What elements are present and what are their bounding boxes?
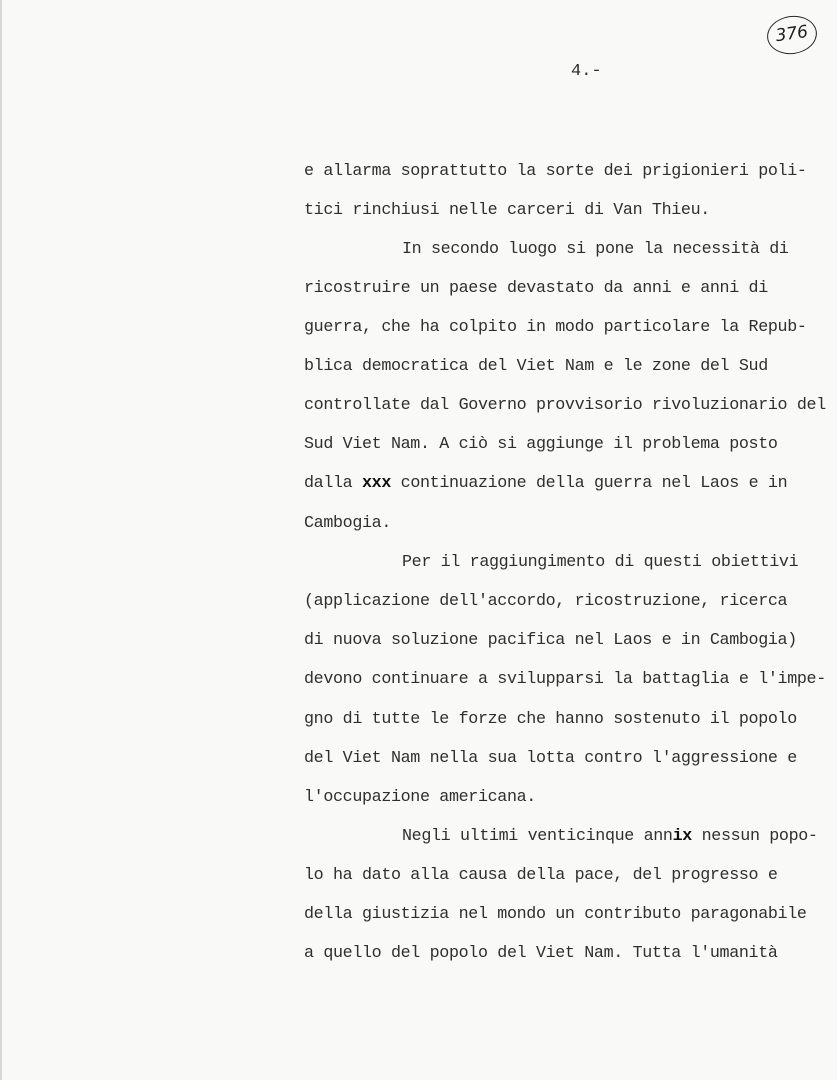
text-segment: continuazione della guerra nel Laos e in [391,474,788,493]
page-number: 4.- [571,62,602,81]
text-line-2: tici rinchiusi nelle carceri di Van Thieu. [304,201,710,220]
text-line-1: e allarma soprattutto la sorte dei prigionieri poli- [304,162,807,181]
struck-out-text: xxx [362,474,391,493]
text-line-21: a quello del popolo del Viet Nam. Tutta l'umanità [304,944,778,963]
text-line-13: di nuova soluzione pacifica nel Laos e in Cambogia) [304,631,797,650]
text-line-8: Sud Viet Nam. A ciò si aggiunge il problema posto [304,435,778,454]
text-line-18 [402,827,818,846]
text-line-15: gno di tutte le forze che hanno sostenuto il popolo [304,710,797,729]
text-line-6: blica democratica del Viet Nam e le zone del Sud [304,357,768,376]
text-line-9 [304,474,787,493]
text-line-3: In secondo luogo si pone la necessità di [402,240,789,259]
text-line-19: lo ha dato alla causa della pace, del progresso e [304,866,778,885]
folio-number: 376 [774,21,810,47]
text-line-11: Per il raggiungimento di questi obiettivi [402,553,799,572]
page-edge [0,0,2,1080]
text-line-14: devono continuare a svilupparsi la battaglia e l'impe- [304,670,826,689]
struck-out-text: ix [672,827,692,846]
folio-stamp [765,13,820,58]
text-line-12: (applicazione dell'accordo, ricostruzione, ricerca [304,592,788,611]
text-line-7: controllate dal Governo provvisorio rivoluzionario del [304,396,826,415]
text-line-5: guerra, che ha colpito in modo particolare la Repub- [304,318,807,337]
text-segment: Negli ultimi venticinque ann [402,827,673,846]
text-line-16: del Viet Nam nella sua lotta contro l'aggressione e [304,749,797,768]
text-line-17: l'occupazione americana. [304,788,536,807]
text-line-20: della giustizia nel mondo un contributo paragonabile [304,905,807,924]
text-segment: dalla [304,474,362,493]
text-line-10: Cambogia. [304,514,391,533]
text-line-4: ricostruire un paese devastato da anni e anni di [304,279,768,298]
text-segment: nessun popo- [691,827,818,846]
